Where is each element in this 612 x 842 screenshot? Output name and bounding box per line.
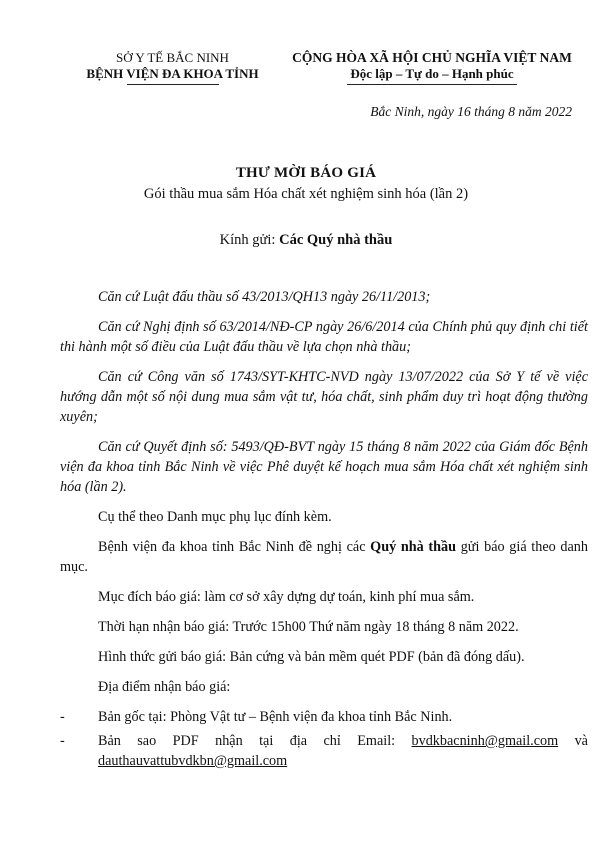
email-link-procurement[interactable]: dauthauvattubvdkbn@gmail.com bbox=[98, 753, 288, 769]
list-item bbox=[60, 707, 588, 727]
paragraph-attachment: Cụ thể theo Danh mục phụ lục đính kèm. bbox=[98, 509, 332, 525]
greeting-recipient: Các Quý nhà thầu bbox=[279, 232, 393, 248]
national-header bbox=[272, 50, 592, 85]
greeting-prefix: Kính gửi: bbox=[219, 232, 280, 248]
document-body bbox=[60, 287, 588, 775]
request-bold: Quý nhà thầu bbox=[370, 539, 457, 555]
location-list bbox=[60, 707, 588, 771]
document-date: Bắc Ninh, ngày 16 tháng 8 năm 2022 bbox=[370, 104, 572, 119]
list-bullet: - bbox=[60, 733, 65, 749]
motto-underline bbox=[347, 84, 517, 85]
list-item-email-prefix: Bản sao PDF nhận tại địa chỉ Email: bbox=[98, 733, 412, 749]
paragraph-location: Địa điểm nhận báo giá: bbox=[98, 679, 231, 695]
request-after: gửi báo giá theo danh mục. bbox=[60, 539, 588, 575]
email-link-hospital[interactable]: bvdkbacninh@gmail.com bbox=[411, 733, 559, 749]
request-before: Bệnh viện đa khoa tỉnh Bắc Ninh đề nghị các bbox=[98, 539, 371, 555]
document-subtitle: Gói thầu mua sắm Hóa chất xét nghiệm sinh hóa (lần 2) bbox=[143, 186, 469, 202]
document-title: THƯ MỜI BÁO GIÁ bbox=[235, 165, 377, 181]
list-bullet: - bbox=[60, 709, 65, 725]
greeting bbox=[0, 232, 612, 249]
list-item-original: Bản gốc tại: Phòng Vật tư – Bệnh viện đa khoa tỉnh Bắc Ninh. bbox=[98, 709, 453, 725]
paragraph-format: Hình thức gửi báo giá: Bản cứng và bản mềm quét PDF (bản đã đóng dấu). bbox=[98, 649, 525, 665]
issuer-underline bbox=[127, 84, 219, 85]
paragraph-request bbox=[60, 537, 588, 577]
issuer-department: SỞ Y TẾ BẮC NINH bbox=[116, 50, 229, 65]
legal-basis-3: Căn cứ Công văn số 1743/SYT-KHTC-NVD ngày 13/07/2022 của Sở Y tế về việc hướng dẫn một số nội dung mua sắm vật tư, hóa chất, sinh phẩm duy trì hoạt động thường xuyên; bbox=[60, 369, 588, 425]
legal-basis-1: Căn cứ Luật đấu thầu số 43/2013/QH13 ngày 26/11/2013; bbox=[98, 289, 431, 305]
legal-basis-2: Căn cứ Nghị định số 63/2014/NĐ-CP ngày 26/6/2014 của Chính phủ quy định chi tiết thi hành một số điều của Luật đấu thầu về lựa chọn nhà thầu; bbox=[60, 319, 588, 355]
paragraph-purpose: Mục đích báo giá: làm cơ sở xây dựng dự toán, kinh phí mua sắm. bbox=[98, 589, 475, 605]
list-item-email-mid: và bbox=[558, 733, 588, 749]
national-motto: Độc lập – Tự do – Hạnh phúc bbox=[350, 66, 514, 81]
paragraph-deadline: Thời hạn nhận báo giá: Trước 15h00 Thứ năm ngày 18 tháng 8 năm 2022. bbox=[98, 619, 519, 635]
issuer-hospital: BỆNH VIỆN ĐA KHOA TỈNH bbox=[86, 66, 259, 81]
issuer-block bbox=[60, 50, 285, 85]
national-title: CỘNG HÒA XÃ HỘI CHỦ NGHĨA VIỆT NAM bbox=[292, 50, 572, 65]
list-item bbox=[60, 731, 588, 771]
legal-basis-4: Căn cứ Quyết định số: 5493/QĐ-BVT ngày 15 tháng 8 năm 2022 của Giám đốc Bệnh viện đa khoa tỉnh Bắc Ninh về việc Phê duyệt kế hoạch mua sắm Hóa chất xét nghiệm sinh hóa (lần 2). bbox=[60, 439, 588, 495]
